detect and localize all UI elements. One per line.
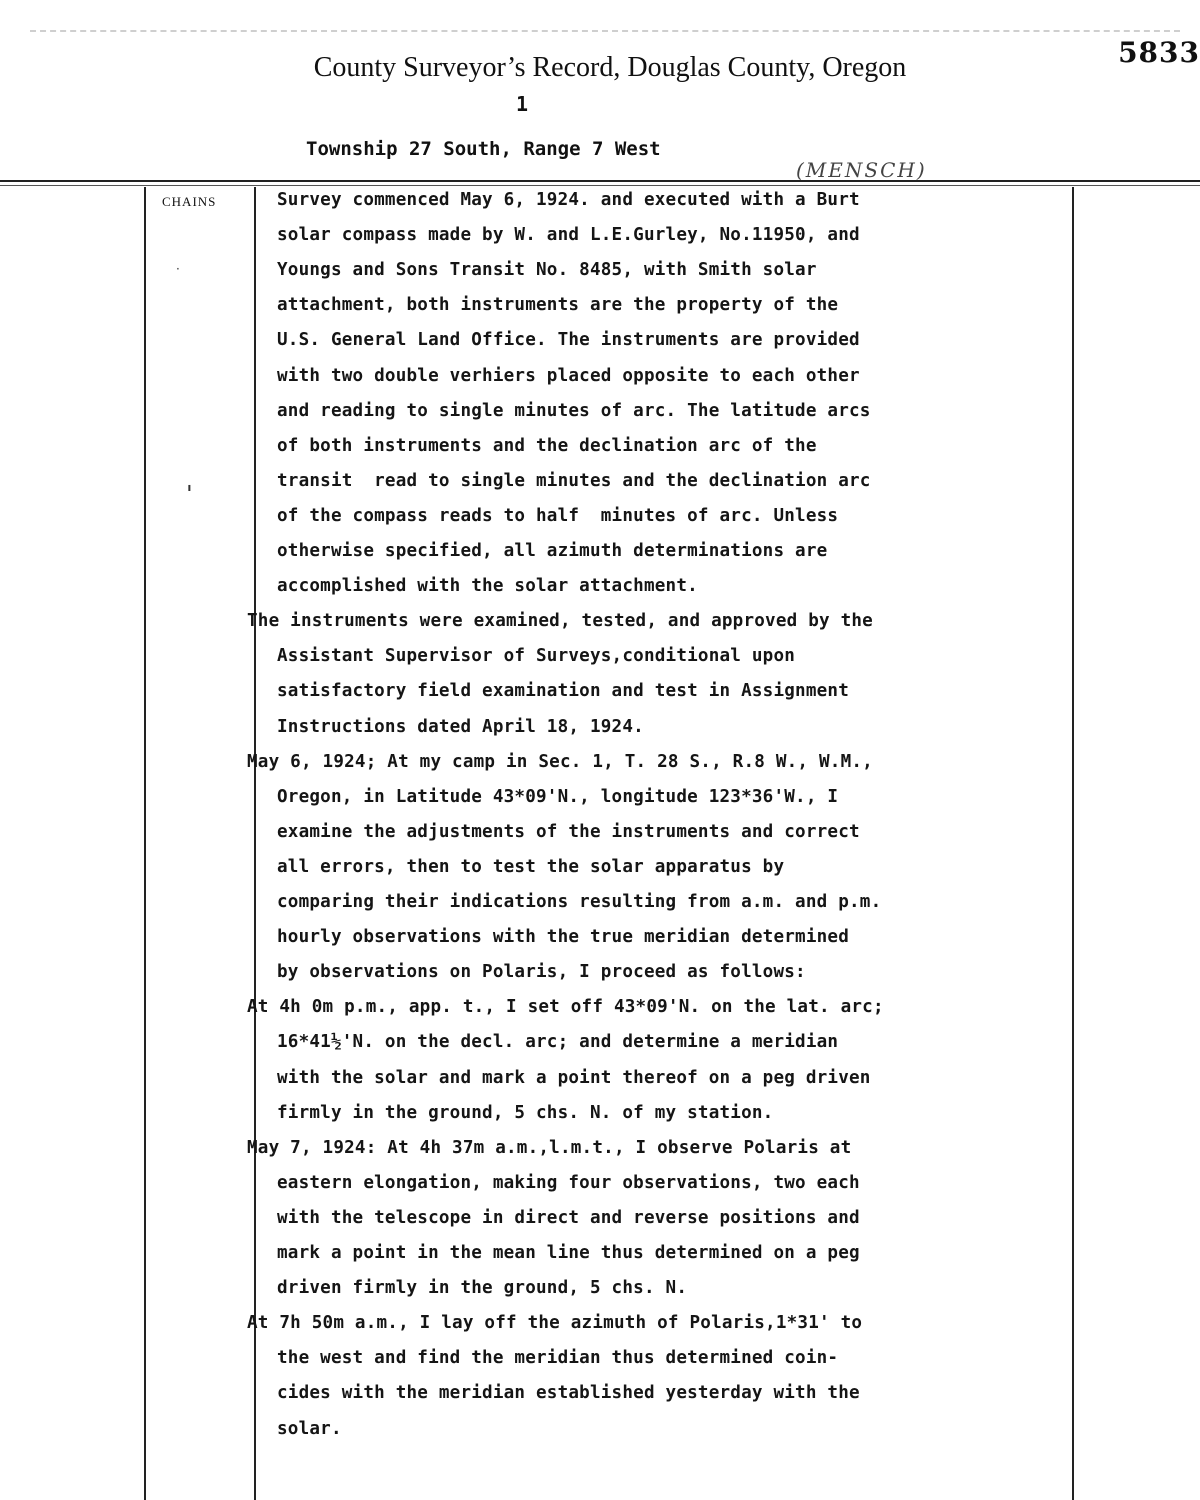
body-text-line: At 4h 0m p.m., app. t., I set off 43*09'N. on the lat. arc;: [247, 997, 884, 1018]
body-text-line: comparing their indications resulting from a.m. and p.m.: [277, 892, 882, 912]
body-text-line: transit read to single minutes and the declination arc: [277, 470, 871, 491]
page-number: 5833: [1118, 36, 1200, 69]
body-text-line: 16*41½'N. on the decl. arc; and determine a meridian: [277, 1032, 839, 1053]
body-text-line: solar.: [277, 1418, 342, 1439]
body-text-line: with two double verhiers placed opposite to each other: [277, 365, 860, 386]
header-rule: [0, 180, 1200, 182]
body-text-line: of both instruments and the declination arc of the: [277, 435, 817, 456]
body-text-line: by observations on Polaris, I proceed as follows:: [277, 962, 806, 983]
body-text-line: and reading to single minutes of arc. The latitude arcs: [277, 400, 871, 421]
top-divider: [30, 30, 1180, 32]
body-text-line: driven firmly in the ground, 5 chs. N.: [277, 1278, 688, 1299]
body-text-line: May 7, 1924: At 4h 37m a.m.,l.m.t., I observe Polaris at: [247, 1137, 852, 1158]
township-heading: Township 27 South, Range 7 West: [306, 138, 661, 160]
margin-dot-mark: ·: [176, 262, 180, 276]
body-text-line: solar compass made by W. and L.E.Gurley, No.11950, and: [277, 225, 860, 246]
body-text-line: Instructions dated April 18, 1924.: [277, 716, 644, 737]
body-text-line: accomplished with the solar attachment.: [277, 576, 698, 597]
body-text-line: At 7h 50m a.m., I lay off the azimuth of Polaris,1*31' to: [247, 1313, 863, 1334]
body-text-line: otherwise specified, all azimuth determinations are: [277, 541, 828, 561]
body-text-line: with the telescope in direct and reverse positions and: [277, 1207, 860, 1228]
body-text-line: of the compass reads to half minutes of arc. Unless: [277, 505, 839, 526]
body-text-line: eastern elongation, making four observations, two each: [277, 1172, 860, 1193]
chains-column-label: CHAINS: [162, 194, 217, 209]
body-text-line: firmly in the ground, 5 chs. N. of my station.: [277, 1102, 774, 1123]
handwritten-annotation: (MENSCH): [796, 158, 927, 182]
body-text-line: May 6, 1924; At my camp in Sec. 1, T. 28 S., R.8 W., W.M.,: [247, 751, 873, 772]
body-text-line: Oregon, in Latitude 43*09'N., longitude 123*36'W., I: [277, 786, 839, 807]
body-text-line: attachment, both instruments are the property of the: [277, 295, 839, 316]
body-text-line: Assistant Supervisor of Surveys,conditional upon: [277, 646, 796, 667]
body-text-line: mark a point in the mean line thus determined on a peg: [277, 1243, 860, 1263]
body-text-line: The instruments were examined, tested, and approved by the: [247, 611, 873, 632]
body-text-line: hourly observations with the true meridian determined: [277, 927, 849, 948]
body-text-line: the west and find the meridian thus determined coin-: [277, 1348, 839, 1369]
chains-column-rule: [254, 187, 256, 1500]
body-text-line: Survey commenced May 6, 1924. and executed with a Burt: [277, 190, 860, 210]
margin-left-rule: [144, 187, 146, 1500]
body-text-line: with the solar and mark a point thereof on a peg driven: [277, 1067, 871, 1088]
margin-tick-mark: ˌ: [186, 470, 193, 495]
sheet-number: 1: [516, 92, 529, 116]
body-text-line: satisfactory field examination and test in Assignment: [277, 681, 849, 702]
record-title: County Surveyor’s Record, Douglas County, Oregon: [313, 52, 907, 83]
body-text-line: examine the adjustments of the instruments and correct: [277, 821, 860, 842]
body-text-line: U.S. General Land Office. The instruments are provided: [277, 330, 860, 351]
body-text-line: cides with the meridian established yesterday with the: [277, 1383, 860, 1404]
text-right-rule: [1072, 187, 1074, 1500]
body-text-line: all errors, then to test the solar apparatus by: [277, 856, 785, 877]
header-rule-secondary: [0, 185, 1200, 186]
body-text-line: Youngs and Sons Transit No. 8485, with Smith solar: [277, 260, 817, 281]
